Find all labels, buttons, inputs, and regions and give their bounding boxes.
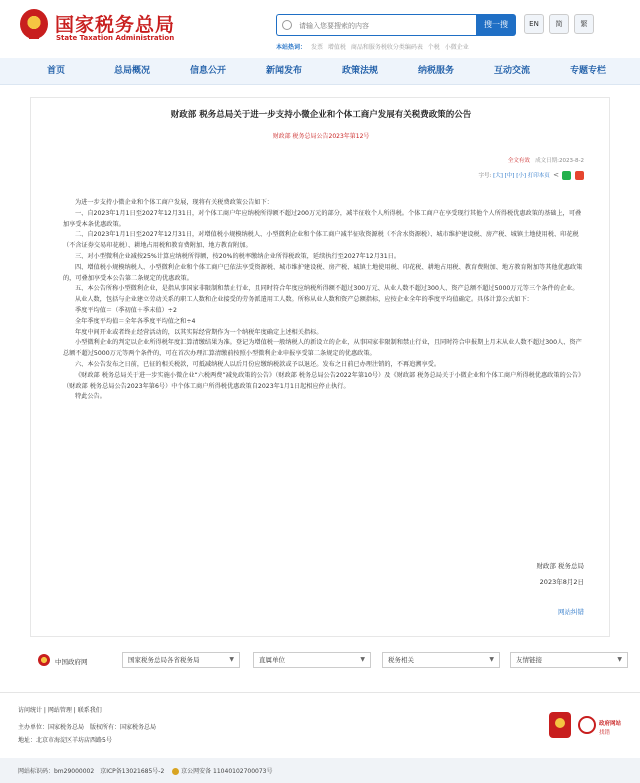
lang-traditional-button[interactable]: 繁 <box>574 14 594 34</box>
signature-date: 2023年8月2日 <box>539 578 584 586</box>
article-formula: 季度平均值＝（季初值＋季末值）÷2 <box>75 306 177 314</box>
article-formula: 全年季度平均值＝全年各季度平均值之和÷4 <box>75 317 196 325</box>
select-provincial-bureaus[interactable] <box>122 652 240 668</box>
party-gov-badge-icon[interactable] <box>549 712 571 738</box>
report-error-link[interactable]: 网站纠错 <box>558 608 584 616</box>
site-id-icp: 网站标识码：bm29000002 京ICP备13021685号-2 <box>18 768 171 775</box>
footer-link-admin[interactable]: 网站管理 <box>47 707 72 714</box>
article-paragraph: 一、自2023年1月1日至2027年12月31日，对个体工商户年应纳税所得额不超过200万元的部分，减半征收个人所得税。个体工商户在享受现行其他个人所得税优惠政策的基础上，可叠加享受本条优惠政策。 <box>63 209 582 228</box>
chevron-down-icon: ▼ <box>617 656 622 663</box>
article-paragraph: 三、对小型微利企业减按25%计算应纳税所得额，按20%的税率缴纳企业所得税政策，延续执行至2027年12月31日。 <box>75 252 401 260</box>
search-input[interactable] <box>299 18 469 33</box>
lang-simplified-button[interactable]: 简 <box>549 14 569 34</box>
font-size-small[interactable]: [小] <box>516 173 526 179</box>
footer-link-contact[interactable]: 联系我们 <box>77 707 102 714</box>
nav-item-home[interactable]: 首页 <box>46 66 65 76</box>
print-page-link[interactable]: 打印本页 <box>527 173 550 179</box>
font-size-medium[interactable]: [中] <box>504 173 515 179</box>
signature-org: 财政部 税务总局 <box>536 562 584 570</box>
share-icon[interactable]: < <box>553 171 559 179</box>
select-label: 税务相关 <box>388 656 414 664</box>
search-button[interactable]: 搜一搜 <box>476 14 516 36</box>
police-record-link[interactable]: 京公网安备 11040102700073号 <box>181 768 273 775</box>
nav-item-info-disclosure[interactable]: 信息公开 <box>189 66 226 76</box>
article-title: 财政部 税务总局关于进一步支持小微企业和个体工商户发展有关税费政策的公告 <box>170 110 472 120</box>
hot-word-link[interactable]: 商品和服务税收分类编码表 <box>350 44 423 51</box>
footer-link-stats[interactable]: 访问统计 <box>18 707 43 714</box>
article-paragraph: 为进一步支持小微企业和个体工商户发展，现将有关税费政策公告如下： <box>75 199 273 206</box>
article-paragraph: 从业人数，包括与企业建立劳动关系的职工人数和企业接受的劳务派遣用工人数。所称从业人数和资产总额指标，应按企业全年的季度平均值确定。具体计算公式如下： <box>75 296 533 304</box>
article-body <box>63 198 583 403</box>
article-paragraph: 《财政部 税务总局关于进一步实施小微企业“六税两费”减免政策的公告》（财政部 税务总局公告2022年第10号）及《财政部 税务总局关于小微企业和个体工商户所得税优惠政策的公告》（财政部 税务总局公告2023年第6号）中个体工商户所得税优惠政策自2023年1月1日起相应停止执行。 <box>63 371 582 390</box>
footer-host-info: 主办单位：国家税务总局 版权所有：国家税务总局 <box>18 724 157 731</box>
select-affiliated-units[interactable] <box>253 652 371 668</box>
select-label: 直属单位 <box>259 656 285 664</box>
wechat-icon[interactable] <box>562 171 571 180</box>
nav-item-interaction[interactable]: 互动交流 <box>493 66 530 76</box>
hot-word-link[interactable]: 个税 <box>427 44 440 51</box>
select-friendly-links[interactable] <box>510 652 628 668</box>
select-label: 国家税务总局各省税务局 <box>128 656 200 664</box>
gov-portal-link[interactable]: 中国政府网 <box>55 658 88 666</box>
font-size-label: 字号: <box>478 173 492 179</box>
article-paragraph: 四、增值税小规模纳税人、小型微利企业和个体工商户已依法享受资源税、城市维护建设税、房产税、城镇土地使用税、印花税、耕地占用税、教育费附加、地方教育附加等其他优惠政策的，可叠加享受本公告第二条规定的优惠政策。 <box>63 263 583 282</box>
gov-emblem-icon <box>38 654 50 666</box>
site-logo-subtitle: State Taxation Administration <box>56 34 175 42</box>
site-id-info <box>18 766 273 775</box>
site-logo-title[interactable]: 国家税务总局 <box>55 14 176 36</box>
article-meta <box>508 156 584 164</box>
hot-word-link[interactable]: 发票 <box>310 44 323 51</box>
validity-label: 全文有效 <box>507 158 530 164</box>
footer-address: 地址：北京市海淀区羊坊店西路5号 <box>18 737 112 744</box>
nav-item-news[interactable]: 新闻发布 <box>265 66 302 76</box>
lang-en-button[interactable]: EN <box>524 14 544 34</box>
document-number: 财政部 税务总局公告2023年第12号 <box>272 133 370 140</box>
article-paragraph: 特此公告。 <box>75 393 106 401</box>
article-paragraph: 五、本公告所称小型微利企业，是指从事国家非限制和禁止行业，且同时符合年度应纳税所得额不超过300万元、从业人数不超过300人、资产总额不超过5000万元等三个条件的企业。 <box>75 285 579 293</box>
article-tools <box>478 171 584 180</box>
national-emblem-icon <box>20 9 48 39</box>
article-paragraph: 年度中间开业或者终止经营活动的，以其实际经营期作为一个纳税年度确定上述相关指标。 <box>75 328 323 336</box>
bottom-bar <box>0 758 640 783</box>
article-paragraph: 二、自2023年1月1日至2027年12月31日，对增值税小规模纳税人、小型微利企业和个体工商户减半征收资源税（不含水资源税）、城市维护建设税、房产税、城镇土地使用税、印花税（不含证券交易印花税）、耕地占用税和教育费附加、地方教育附加。 <box>63 231 579 250</box>
error-report-icon <box>578 716 596 734</box>
nav-item-overview[interactable]: 总局概况 <box>113 66 150 76</box>
chevron-down-icon: ▼ <box>489 656 494 663</box>
main-nav <box>0 58 640 85</box>
weibo-icon[interactable] <box>575 171 584 180</box>
select-label: 友情链接 <box>516 656 542 664</box>
search-icon <box>282 20 292 30</box>
search-box <box>276 14 476 36</box>
police-badge-icon <box>172 768 179 775</box>
gov-site-error-badge[interactable] <box>578 713 626 739</box>
site-header <box>0 0 640 58</box>
article-paragraph: 小型微利企业的判定以企业所得税年度汇算清缴结果为准。登记为增值税一般纳税人的新设立的企业，从事国家非限制和禁止行业，且同时符合申报期上月末从业人数不超过300人、资产总额不超过5000万元等两个条件的，可在首次办理汇算清缴前按照小型微利企业申报享受第二条规定的优惠政策。 <box>63 339 582 358</box>
article-paragraph: 六、本公告发布之日前，已征的相关税款，可抵减纳税人以后月份应缴纳税款或予以退还。发布之日前已办理注销的，不再追溯享受。 <box>75 360 441 368</box>
chevron-down-icon: ▼ <box>229 656 234 663</box>
hot-word-link[interactable]: 增值税 <box>327 44 346 51</box>
badge-text-1: 政府网站 <box>599 721 622 727</box>
related-links-bar <box>0 648 640 674</box>
nav-item-tax-service[interactable]: 纳税服务 <box>417 66 454 76</box>
date-label: 成文日期:2023-8-2 <box>535 158 584 164</box>
hot-word-link[interactable]: 小微企业 <box>444 44 469 51</box>
hot-words <box>276 42 469 51</box>
font-size-large[interactable]: [大] <box>493 173 503 179</box>
footer-links: 访问统计 | 网站管理 | 联系我们 <box>18 707 102 714</box>
select-tax-related[interactable] <box>382 652 500 668</box>
nav-item-policy[interactable]: 政策法规 <box>341 66 378 76</box>
badge-text-2: 找错 <box>599 730 611 736</box>
chevron-down-icon: ▼ <box>360 656 365 663</box>
article-card <box>30 97 610 637</box>
footer-divider <box>0 692 640 693</box>
nav-item-topics[interactable]: 专题专栏 <box>569 66 606 76</box>
hot-words-label: 本站热词： <box>276 44 307 51</box>
